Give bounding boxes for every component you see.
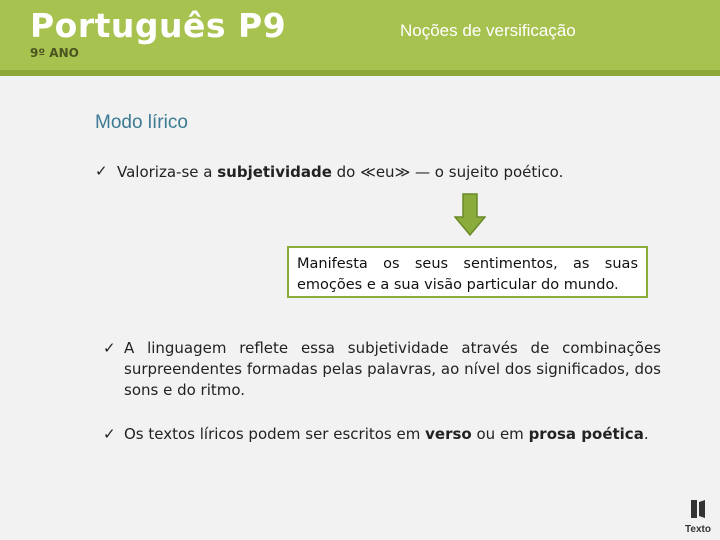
section-title: Modo lírico (95, 112, 188, 133)
grade-label: 9º ANO (30, 46, 79, 60)
check-icon: ✓ (103, 339, 116, 357)
check-icon: ✓ (103, 425, 116, 443)
highlight-box: Manifesta os seus sentimentos, as suas emoções e a sua visão particular do mundo. (287, 246, 648, 298)
bullet-3-text (124, 425, 649, 443)
bullet-3-pre: Os textos líricos podem ser escritos em (124, 425, 426, 443)
bullet-3-post: . (643, 425, 649, 443)
bullet-1-bold: subjetividade (217, 163, 332, 181)
publisher-name: Texto (685, 524, 711, 535)
bullet-1-text (117, 163, 563, 181)
arrow-down-icon (454, 193, 486, 237)
header-divider (0, 70, 720, 76)
book-icon (688, 499, 708, 519)
bullet-3-mid: ou em (471, 425, 529, 443)
bullet-1-post: do ≪eu≫ — o sujeito poético. (331, 163, 564, 181)
course-title: Português P9 (30, 6, 287, 45)
check-icon: ✓ (95, 162, 108, 180)
bullet-3-bold-prose: prosa poética (528, 425, 644, 443)
publisher-logo (681, 499, 715, 535)
topic-title: Noções de versificação (400, 21, 576, 40)
bullet-3-bold-verse: verso (425, 425, 472, 443)
bullet-1-pre: Valoriza-se a (117, 163, 218, 181)
bullet-2-text: A linguagem reflete essa subjetividade através de combinações surpreendentes formadas pelas palavras, ao nível dos significados, dos sons e do ritmo. (124, 339, 661, 399)
